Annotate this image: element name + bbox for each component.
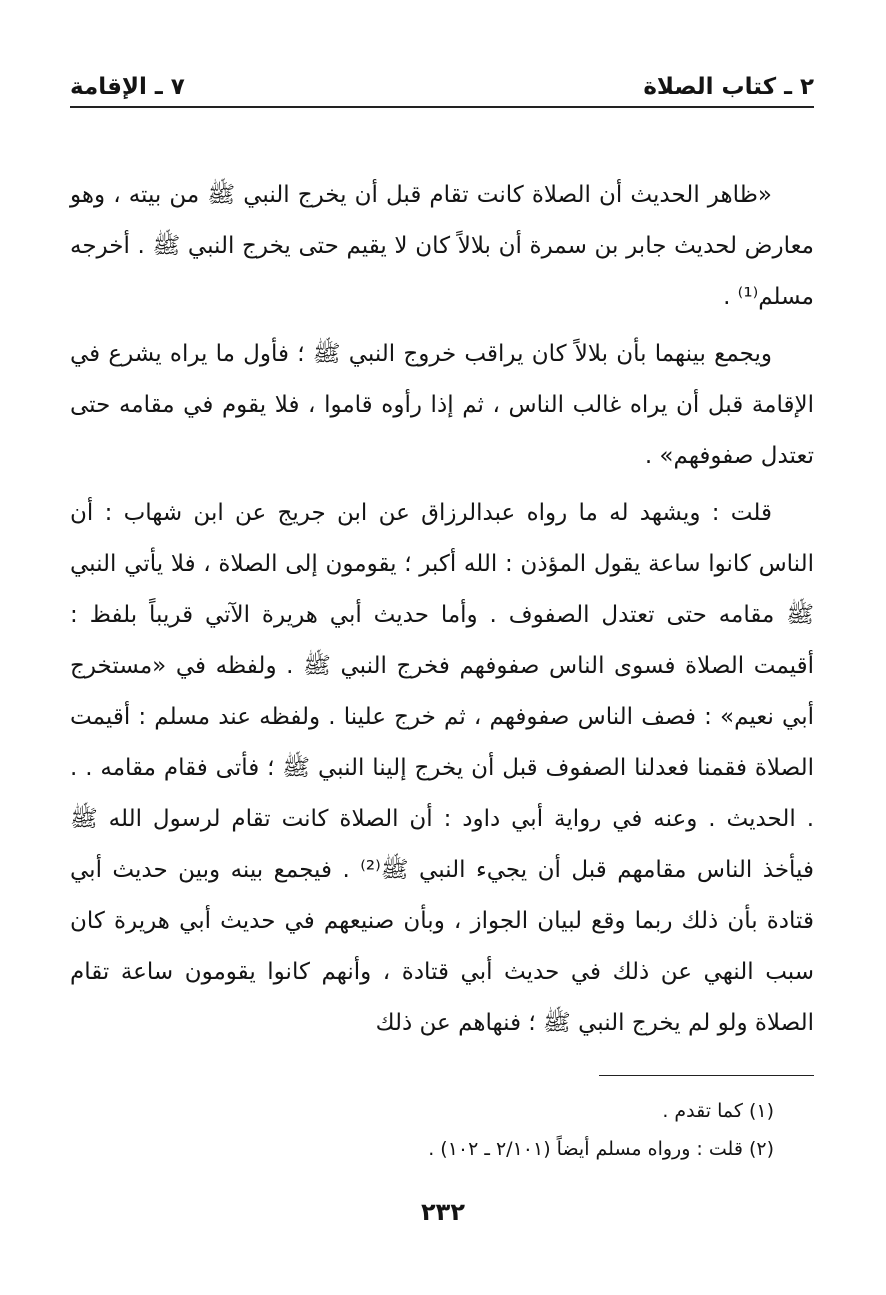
paragraph-3: قلت : ويشهد له ما رواه عبدالرزاق عن ابن جريج عن ابن شهاب : أن الناس كانوا ساعة يقول المؤذن : الله أكبر ؛ يقومون إلى الصلاة ، فلا يأتي النبي ﷺ مقامه حتى تعتدل الصفوف . وأما حديث أبي هريرة الآتي قريباً بلفظ : أقيمت الصلاة فسوى الناس صفوفهم فخرج النبي ﷺ . ولفظه في «مستخرج أبي نعيم» : فصف الناس صفوفهم ، ثم خرج علينا . ولفظه عند مسلم : أقيمت الصلاة فقمنا فعدلنا الصفوف قبل أن يخرج إلينا النبي ﷺ ؛ فأتى فقام مقامه . . . الحديث . وعنه في رواية أبي داود : أن الصلاة كانت تقام لرسول الله ﷺ فيأخذ الناس مقامهم قبل أن يجيء النبي ﷺ⁽²⁾ . فيجمع بينه وبين حديث أبي قتادة بأن ذلك ربما وقع لبيان الجواز ، وبأن صنيعهم في حديث أبي هريرة كان سبب النهي عن ذلك في حديث أبي قتادة ، وأنهم كانوا يقومون ساعة تقام الصلاة ولو لم يخرج النبي ﷺ ؛ فنهاهم عن ذلك	[70, 500, 814, 1036]
section-title: ٧ ـ الإقامة	[70, 74, 185, 100]
footnote-divider	[599, 1075, 814, 1076]
footnote-2: (٢) قلت : ورواه مسلم أيضاً (٢/١٠١ ـ ١٠٢) .	[428, 1138, 774, 1160]
running-header	[70, 66, 814, 108]
page-number: ٢٣٢	[421, 1198, 465, 1226]
main-text	[70, 170, 814, 1055]
footnote-1: (١) كما تقدم .	[662, 1100, 774, 1122]
footnotes	[70, 1092, 814, 1168]
paragraph-2: ويجمع بينهما بأن بلالاً كان يراقب خروج النبي ﷺ ؛ فأول ما يراه يشرع في الإقامة قبل أن يراه غالب الناس ، ثم إذا رأوه قاموا ، فلا يقوم في مقامه حتى تعتدل صفوفهم» .	[70, 341, 814, 469]
chapter-title: ٢ ـ كتاب الصلاة	[643, 74, 814, 100]
paragraph-1: «ظاهر الحديث أن الصلاة كانت تقام قبل أن يخرج النبي ﷺ من بيته ، وهو معارض لحديث جابر بن سمرة أن بلالاً كان لا يقيم حتى يخرج النبي ﷺ . أخرجه مسلم⁽¹⁾ .	[70, 182, 814, 310]
